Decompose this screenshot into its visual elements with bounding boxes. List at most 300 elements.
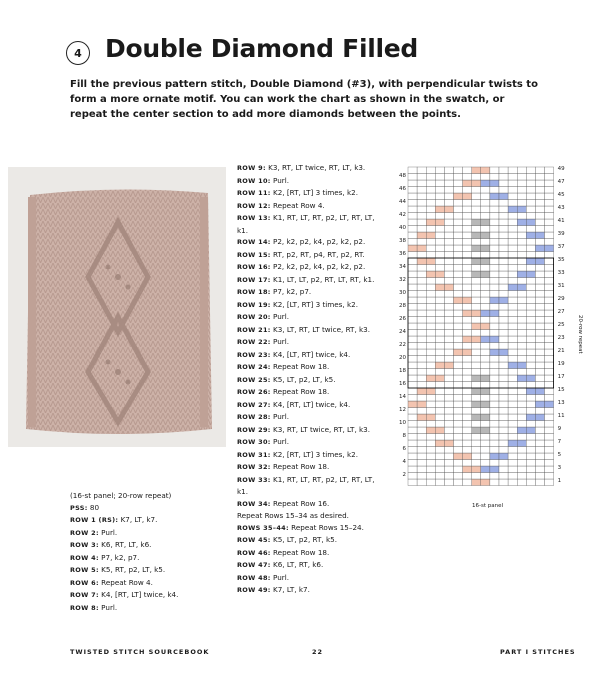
chart-cell — [472, 174, 481, 181]
chart-cell — [490, 395, 499, 402]
chart-cell — [508, 382, 517, 389]
chart-cell — [508, 245, 517, 252]
chart-cell — [444, 434, 453, 441]
chart-cell — [481, 265, 490, 272]
chart-cell — [463, 330, 472, 337]
chart-cell — [545, 226, 554, 233]
chart-cell — [526, 232, 535, 239]
chart-cell — [426, 388, 435, 395]
chart-cell — [463, 460, 472, 467]
chart-cell — [444, 193, 453, 200]
chart-cell — [463, 427, 472, 434]
row-label: ROW 12: — [237, 201, 271, 210]
chart-cell — [499, 336, 508, 343]
chart-cell — [408, 187, 417, 194]
chart-cell — [435, 206, 444, 213]
chart-cell — [499, 193, 508, 200]
chart-cell — [481, 284, 490, 291]
chart-cell — [517, 180, 526, 187]
row-text: Repeat Row 18. — [270, 362, 330, 371]
chart-cell — [408, 362, 417, 369]
chart-cell — [472, 258, 481, 265]
chart-cell — [490, 447, 499, 454]
chart-cell — [408, 453, 417, 460]
chart-cell — [508, 388, 517, 395]
row-label: ROW 13: — [237, 214, 271, 222]
chart-cell — [444, 206, 453, 213]
instruction-row — [237, 187, 382, 200]
chart-cell — [463, 252, 472, 259]
chart-cell — [545, 447, 554, 454]
instruction-row — [237, 572, 382, 585]
chart-cell — [463, 226, 472, 233]
chart-cell — [545, 336, 554, 343]
row-text: K7, LT, k7. — [270, 585, 310, 594]
chart-cell — [545, 369, 554, 376]
chart-cell — [435, 317, 444, 324]
chart-cell — [417, 245, 426, 252]
chart-cell — [481, 291, 490, 298]
row-label: ROW 27: — [237, 400, 271, 409]
chart-cell — [408, 193, 417, 200]
row-text: Purl. — [270, 312, 290, 321]
chart-cell — [508, 375, 517, 382]
chart-cell — [463, 421, 472, 428]
chart-cell — [435, 453, 444, 460]
chart-cell — [481, 271, 490, 278]
row-text: K3, RT, LT twice, RT, LT, k3. — [265, 163, 366, 172]
row-label: ROW 20: — [237, 313, 271, 321]
chart-cell — [490, 258, 499, 265]
chart-cell — [435, 460, 444, 467]
chart-cell — [408, 271, 417, 278]
instruction-row — [70, 552, 220, 565]
panel-note: (16-st panel; 20-row repeat) — [70, 491, 172, 500]
chart-cell — [426, 453, 435, 460]
chart-cell — [417, 473, 426, 480]
chart-cell — [417, 291, 426, 298]
row-label: ROWS 35–44: — [237, 523, 289, 532]
chart-cell — [517, 479, 526, 486]
chart-cell — [408, 180, 417, 187]
chart-cell — [499, 369, 508, 376]
chart-tick-right: 5 — [557, 452, 562, 458]
chart-cell — [435, 466, 444, 473]
chart-cell — [463, 473, 472, 480]
instruction-row — [237, 299, 382, 312]
chart-cell — [545, 453, 554, 460]
chart-cell — [417, 369, 426, 376]
row-label: ROW 15: — [237, 250, 271, 259]
chart-cell — [463, 271, 472, 278]
chart-cell — [545, 356, 554, 363]
chart-cell — [508, 271, 517, 278]
chart-cell — [526, 200, 535, 207]
chart-cell — [417, 343, 426, 350]
chart-cell — [444, 466, 453, 473]
chart-cell — [417, 453, 426, 460]
chart-cell — [454, 278, 463, 285]
chart-cell — [508, 174, 517, 181]
chart-cell — [481, 304, 490, 311]
chart-cell — [508, 200, 517, 207]
chart-cell — [508, 434, 517, 441]
row-label: ROW 1 (RS): — [70, 516, 119, 524]
chart-cell — [535, 343, 544, 350]
chart-cell — [472, 414, 481, 421]
chart-cell — [545, 284, 554, 291]
chart-cell — [526, 362, 535, 369]
chart-cell — [499, 258, 508, 265]
chart-cell — [508, 401, 517, 408]
chart-cell — [517, 213, 526, 220]
chart-cell — [408, 323, 417, 330]
chart-cell — [526, 206, 535, 213]
chart-cell — [526, 297, 535, 304]
chart-cell — [517, 200, 526, 207]
instruction-row — [70, 502, 220, 515]
chart-cell — [545, 239, 554, 246]
chart-tick-right: 43 — [557, 205, 565, 211]
chart-cell — [499, 349, 508, 356]
chart-cell — [426, 239, 435, 246]
chart-cell — [435, 304, 444, 311]
chart-cell — [535, 232, 544, 239]
chart-cell — [481, 460, 490, 467]
chart-cell — [454, 180, 463, 187]
chart-tick-left: 30 — [399, 289, 406, 296]
chart-cell — [499, 395, 508, 402]
chart-cell — [526, 193, 535, 200]
chart-cell — [426, 447, 435, 454]
chart-cell — [463, 206, 472, 213]
chart-cell — [481, 206, 490, 213]
chart-cell — [517, 408, 526, 415]
chart-cell — [535, 466, 544, 473]
row-label: ROW 30: — [237, 438, 271, 446]
chart-cell — [545, 193, 554, 200]
chart-cell — [454, 239, 463, 246]
chart-cell — [417, 167, 426, 174]
chart-cell — [463, 453, 472, 460]
chart-cell — [472, 213, 481, 220]
chart-cell — [435, 180, 444, 187]
row-text: K5, LT, p2, LT, k5. — [270, 374, 336, 384]
chart-cell — [454, 382, 463, 389]
chart-cell — [454, 395, 463, 402]
chart-cell — [472, 466, 481, 473]
chart-cell — [517, 219, 526, 226]
chart-cell — [490, 343, 499, 350]
chart-cell — [517, 414, 526, 421]
row-text: Purl. — [98, 602, 118, 612]
chart-cell — [490, 330, 499, 337]
chart-cell — [517, 310, 526, 317]
chart-cell — [463, 395, 472, 402]
chart-cell — [545, 213, 554, 220]
chart-cell — [454, 317, 463, 324]
chart-cell — [481, 200, 490, 207]
chart-cell — [499, 408, 508, 415]
chart-cell — [444, 284, 453, 291]
chart-cell — [545, 278, 554, 285]
chart-cell — [535, 434, 544, 441]
chart-cell — [499, 297, 508, 304]
chart-cell — [545, 473, 554, 480]
chart-cell — [508, 447, 517, 454]
chart-cell — [463, 167, 472, 174]
chart-cell — [417, 447, 426, 454]
chart-cell — [499, 304, 508, 311]
row-label: ROW 32: — [237, 463, 271, 471]
instruction-row — [237, 411, 382, 424]
chart-cell — [426, 473, 435, 480]
chart-cell — [499, 278, 508, 285]
chart-cell — [535, 479, 544, 486]
chart-cell — [435, 245, 444, 252]
chart-cell — [517, 336, 526, 343]
chart-cell — [508, 252, 517, 259]
chart-cell — [408, 304, 417, 311]
chart-cell — [545, 206, 554, 213]
chart-tick-left: 12 — [399, 406, 406, 413]
chart-cell — [417, 460, 426, 467]
chart-cell — [535, 239, 544, 246]
chart-cell — [426, 323, 435, 330]
chart-cell — [472, 362, 481, 369]
row-label: ROW 28: — [237, 413, 271, 421]
chart-cell — [426, 408, 435, 415]
chart-panel-label: 16-st panel — [472, 503, 504, 509]
chart-cell — [499, 401, 508, 408]
chart-cell — [499, 271, 508, 278]
chart-cell — [454, 232, 463, 239]
chart-cell — [517, 258, 526, 265]
chart-cell — [444, 278, 453, 285]
chart-cell — [545, 232, 554, 239]
chart-cell — [535, 206, 544, 213]
chart-cell — [444, 421, 453, 428]
chart-cell — [463, 200, 472, 207]
chart-cell — [499, 421, 508, 428]
chart-cell — [426, 330, 435, 337]
chart-tick-left: 10 — [399, 419, 406, 426]
row-text: Repeat Row 18. — [270, 462, 330, 471]
chart-cell — [517, 167, 526, 174]
chart-cell — [517, 369, 526, 376]
chart-repeat-label: 20-row repeat — [577, 315, 583, 354]
chart-cell — [545, 291, 554, 298]
chart-cell — [535, 245, 544, 252]
chart-cell — [499, 180, 508, 187]
chart-cell — [417, 466, 426, 473]
row-text: Purl. — [98, 527, 118, 537]
chart-cell — [454, 388, 463, 395]
chart-cell — [472, 284, 481, 291]
chart-tick-right: 19 — [557, 361, 565, 367]
chart-cell — [535, 369, 544, 376]
chart-cell — [535, 271, 544, 278]
chart-cell — [426, 440, 435, 447]
chart-tick-right: 3 — [557, 465, 562, 471]
instruction-row — [70, 577, 220, 590]
chart-cell — [426, 382, 435, 389]
chart-cell — [408, 349, 417, 356]
row-label: ROW 16: — [237, 263, 271, 271]
chart-tick-left: 2 — [402, 471, 406, 478]
chart-cell — [508, 453, 517, 460]
chart-cell — [435, 323, 444, 330]
chart-cell — [526, 388, 535, 395]
chart-cell — [535, 336, 544, 343]
chart-cell — [454, 349, 463, 356]
chart-cell — [535, 193, 544, 200]
chart-cell — [490, 252, 499, 259]
row-text: Purl. — [270, 437, 290, 446]
chart-cell — [426, 297, 435, 304]
chart-cell — [426, 401, 435, 408]
chart-cell — [508, 206, 517, 213]
chart-cell — [463, 265, 472, 272]
chart-cell — [517, 395, 526, 402]
chart-cell — [508, 258, 517, 265]
chart-cell — [535, 200, 544, 207]
page-title: Double Diamond Filled — [105, 34, 418, 63]
chart-cell — [435, 408, 444, 415]
chart-cell — [481, 297, 490, 304]
row-label: PSS: — [70, 503, 88, 512]
chart-cell — [508, 479, 517, 486]
chart-cell — [545, 375, 554, 382]
chart-cell — [444, 408, 453, 415]
chart-cell — [408, 330, 417, 337]
row-text: K1, RT, LT, RT, p2, LT, RT, LT, k1. — [237, 474, 375, 496]
chart-cell — [490, 167, 499, 174]
chart-cell — [472, 427, 481, 434]
chart-tick-right: 27 — [557, 309, 565, 315]
chart-cell — [435, 284, 444, 291]
chart-cell — [526, 278, 535, 285]
chart-tick-left: 24 — [399, 328, 406, 335]
instruction-row — [237, 584, 382, 597]
chart-cell — [463, 447, 472, 454]
chart-cell — [444, 447, 453, 454]
chart-cell — [472, 200, 481, 207]
chart-cell — [526, 226, 535, 233]
chart-cell — [454, 226, 463, 233]
chart-cell — [454, 213, 463, 220]
chart-cell — [481, 473, 490, 480]
row-text: Purl. — [270, 572, 290, 582]
chart-cell — [490, 427, 499, 434]
chart-cell — [508, 323, 517, 330]
chart-cell — [444, 180, 453, 187]
row-label: ROW 21: — [237, 325, 271, 334]
chart-cell — [535, 447, 544, 454]
chart-cell — [435, 297, 444, 304]
chart-cell — [426, 284, 435, 291]
chart-cell — [481, 349, 490, 356]
chart-cell — [490, 466, 499, 473]
chart-cell — [408, 408, 417, 415]
chart-cell — [463, 317, 472, 324]
chart-cell — [463, 369, 472, 376]
chart-cell — [444, 187, 453, 194]
chart-cell — [508, 440, 517, 447]
chart-cell — [435, 473, 444, 480]
chart-cell — [417, 265, 426, 272]
chart-cell — [517, 460, 526, 467]
chart-cell — [463, 349, 472, 356]
chart-tick-left: 48 — [399, 172, 406, 179]
chart-tick-left: 44 — [399, 198, 406, 205]
row-label: ROW 18: — [237, 288, 271, 296]
chart-cell — [435, 310, 444, 317]
chart-cell — [517, 187, 526, 194]
chart-cell — [408, 479, 417, 486]
chart-cell — [435, 167, 444, 174]
chart-cell — [481, 174, 490, 181]
chart-cell — [535, 323, 544, 330]
chart-cell — [508, 369, 517, 376]
chart-tick-left: 14 — [399, 393, 406, 400]
chart-cell — [444, 245, 453, 252]
chart-tick-right: 9 — [557, 426, 562, 432]
chart-cell — [499, 291, 508, 298]
chart-cell — [454, 200, 463, 207]
row-text: Purl. — [270, 337, 290, 346]
chart-cell — [454, 284, 463, 291]
chart-cell — [444, 219, 453, 226]
chart-cell — [508, 278, 517, 285]
chart-cell — [463, 466, 472, 473]
chart-cell — [472, 245, 481, 252]
chart-grid — [394, 164, 569, 494]
chart-cell — [463, 310, 472, 317]
chart-cell — [472, 310, 481, 317]
chart-cell — [526, 447, 535, 454]
chart-cell — [535, 187, 544, 194]
chart-cell — [535, 278, 544, 285]
chart-cell — [481, 167, 490, 174]
chart-cell — [444, 375, 453, 382]
chart-cell — [499, 375, 508, 382]
chart-cell — [454, 252, 463, 259]
chart-tick-right: 25 — [557, 322, 565, 328]
chart-cell — [545, 200, 554, 207]
chart-cell — [454, 414, 463, 421]
chart-cell — [535, 317, 544, 324]
chart-cell — [472, 317, 481, 324]
chart-cell — [426, 343, 435, 350]
chart-cell — [444, 336, 453, 343]
chart-cell — [499, 323, 508, 330]
chart-cell — [508, 284, 517, 291]
chart-cell — [472, 330, 481, 337]
chart-cell — [454, 447, 463, 454]
chart-tick-left: 28 — [399, 302, 406, 309]
chart-cell — [435, 479, 444, 486]
chart-cell — [454, 466, 463, 473]
chart-cell — [472, 421, 481, 428]
chart-cell — [535, 356, 544, 363]
chart-cell — [526, 427, 535, 434]
chart-cell — [472, 193, 481, 200]
chart-cell — [426, 427, 435, 434]
chart-cell — [490, 284, 499, 291]
row-text: K4, [LT, RT] twice, k4. — [270, 349, 351, 359]
chart-cell — [499, 206, 508, 213]
